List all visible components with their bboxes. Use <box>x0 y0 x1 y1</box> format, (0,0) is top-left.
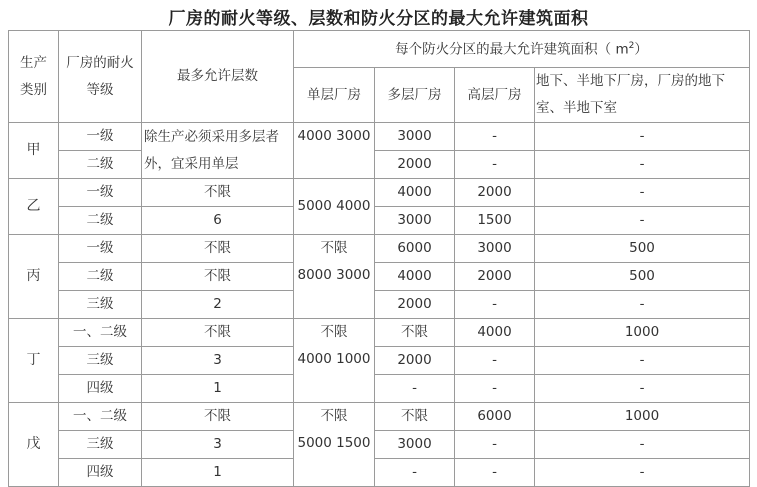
table-row <box>9 319 750 347</box>
high-rise-cell: 3000 <box>455 235 535 263</box>
underground-cell: 500 <box>535 235 750 263</box>
high-rise-cell: - <box>455 375 535 403</box>
grade-cell: 二级 <box>59 151 142 179</box>
grade-cell: 一、二级 <box>59 403 142 431</box>
header-category: 生产 类别 <box>9 31 59 123</box>
grade-cell: 一级 <box>59 123 142 151</box>
table-row <box>9 235 750 263</box>
header-single-story: 单层厂房 <box>294 68 375 123</box>
table-row <box>9 291 750 319</box>
category-cell: 乙 <box>9 179 59 235</box>
grade-cell: 四级 <box>59 459 142 487</box>
table-row <box>9 459 750 487</box>
multi-story-cell: 不限 <box>375 319 455 347</box>
grade-cell: 三级 <box>59 431 142 459</box>
header-underground: 地下、半地下厂房，厂房的地下 室、半地下室 <box>535 68 750 123</box>
category-cell: 丁 <box>9 319 59 403</box>
high-rise-cell: 6000 <box>455 403 535 431</box>
underground-cell: - <box>535 459 750 487</box>
floors-cell: 除生产必须采用多层者 外，宜采用单层 <box>142 123 294 179</box>
table-row <box>9 207 750 235</box>
underground-cell: - <box>535 347 750 375</box>
single-story-cell: 不限 4000 1000 <box>294 319 375 403</box>
underground-cell: - <box>535 431 750 459</box>
table-row <box>9 151 750 179</box>
multi-story-cell: 2000 <box>375 151 455 179</box>
table-row <box>9 403 750 431</box>
table-row <box>9 347 750 375</box>
table-row <box>9 123 750 151</box>
floors-cell: 6 <box>142 207 294 235</box>
grade-cell: 一、二级 <box>59 319 142 347</box>
high-rise-cell: - <box>455 347 535 375</box>
high-rise-cell: - <box>455 291 535 319</box>
category-cell: 丙 <box>9 235 59 319</box>
floors-cell: 1 <box>142 459 294 487</box>
high-rise-cell: - <box>455 459 535 487</box>
table-row <box>9 179 750 207</box>
category-cell: 甲 <box>9 123 59 179</box>
single-story-cell: 4000 3000 <box>294 123 375 179</box>
high-rise-cell: - <box>455 151 535 179</box>
floors-cell: 1 <box>142 375 294 403</box>
grade-cell: 一级 <box>59 179 142 207</box>
floors-cell: 不限 <box>142 179 294 207</box>
table-row <box>9 375 750 403</box>
underground-cell: 1000 <box>535 319 750 347</box>
table-row <box>9 263 750 291</box>
floors-cell: 不限 <box>142 403 294 431</box>
fire-area-table <box>8 30 750 487</box>
header-max-floors: 最多允许层数 <box>142 31 294 123</box>
header-high-rise: 高层厂房 <box>455 68 535 123</box>
header-max-area: 每个防火分区的最大允许建筑面积（ $m^2$） <box>294 31 750 68</box>
multi-story-cell: 2000 <box>375 291 455 319</box>
multi-story-cell: - <box>375 375 455 403</box>
header-multi-story: 多层厂房 <box>375 68 455 123</box>
high-rise-cell: - <box>455 431 535 459</box>
multi-story-cell: 3000 <box>375 207 455 235</box>
underground-cell: - <box>535 151 750 179</box>
single-story-cell: 不限 8000 3000 <box>294 235 375 319</box>
grade-cell: 二级 <box>59 263 142 291</box>
grade-cell: 二级 <box>59 207 142 235</box>
table-row <box>9 431 750 459</box>
grade-cell: 一级 <box>59 235 142 263</box>
underground-cell: - <box>535 123 750 151</box>
floors-cell: 不限 <box>142 235 294 263</box>
underground-cell: 1000 <box>535 403 750 431</box>
floors-cell: 3 <box>142 347 294 375</box>
multi-story-cell: 6000 <box>375 235 455 263</box>
multi-story-cell: 4000 <box>375 179 455 207</box>
high-rise-cell: 1500 <box>455 207 535 235</box>
header-fire-rating: 厂房的耐火 等级 <box>59 31 142 123</box>
floors-cell: 不限 <box>142 263 294 291</box>
underground-cell: - <box>535 291 750 319</box>
category-cell: 戊 <box>9 403 59 487</box>
underground-cell: - <box>535 207 750 235</box>
high-rise-cell: - <box>455 123 535 151</box>
multi-story-cell: 3000 <box>375 431 455 459</box>
table-title: 厂房的耐火等级、层数和防火分区的最大允许建筑面积 <box>168 9 589 29</box>
floors-cell: 3 <box>142 431 294 459</box>
multi-story-cell: 2000 <box>375 347 455 375</box>
underground-cell: 500 <box>535 263 750 291</box>
multi-story-cell: 4000 <box>375 263 455 291</box>
floors-cell: 2 <box>142 291 294 319</box>
single-story-cell: 不限 5000 1500 <box>294 403 375 487</box>
high-rise-cell: 2000 <box>455 263 535 291</box>
grade-cell: 三级 <box>59 291 142 319</box>
multi-story-cell: - <box>375 459 455 487</box>
high-rise-cell: 4000 <box>455 319 535 347</box>
multi-story-cell: 3000 <box>375 123 455 151</box>
single-story-cell: 5000 4000 <box>294 179 375 235</box>
grade-cell: 三级 <box>59 347 142 375</box>
grade-cell: 四级 <box>59 375 142 403</box>
high-rise-cell: 2000 <box>455 179 535 207</box>
underground-cell: - <box>535 179 750 207</box>
multi-story-cell: 不限 <box>375 403 455 431</box>
floors-cell: 不限 <box>142 319 294 347</box>
underground-cell: - <box>535 375 750 403</box>
